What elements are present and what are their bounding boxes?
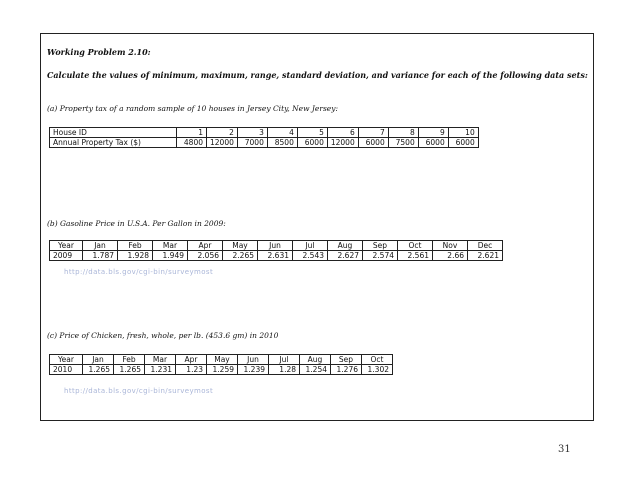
table-cell: Dec — [468, 241, 503, 251]
table-cell: 1.265 — [83, 365, 114, 375]
table-cell: 2.631 — [258, 251, 293, 261]
table-cell: 1.787 — [83, 251, 118, 261]
table-cell: May — [207, 355, 238, 365]
table-cell: May — [223, 241, 258, 251]
table-cell: Aug — [328, 241, 363, 251]
part-b-caption: (b) Gasoline Price in U.S.A. Per Gallon in 2009: — [47, 219, 226, 228]
page-number: 31 — [558, 444, 571, 455]
table-cell: Aug — [300, 355, 331, 365]
table-cell: 2.056 — [188, 251, 223, 261]
table-cell: 10 — [448, 128, 478, 138]
table-cell: 6000 — [418, 138, 448, 148]
table-cell: 1 — [177, 128, 207, 138]
table-cell: 1.23 — [176, 365, 207, 375]
table-row — [50, 251, 503, 261]
table-cell: 9 — [418, 128, 448, 138]
table-cell: 2.543 — [293, 251, 328, 261]
table-cell: 1.28 — [269, 365, 300, 375]
row-label-cell: Year — [50, 241, 83, 251]
table-header-row — [50, 128, 479, 138]
part-a-caption: (a) Property tax of a random sample of 10 houses in Jersey City, New Jersey: — [47, 104, 338, 113]
table-cell: Nov — [433, 241, 468, 251]
table-cell: Jan — [83, 241, 118, 251]
table-cell: 1.265 — [114, 365, 145, 375]
table-cell: Feb — [118, 241, 153, 251]
table-cell: Feb — [114, 355, 145, 365]
table-cell: 2.66 — [433, 251, 468, 261]
table-cell: Oct — [398, 241, 433, 251]
table-cell: 2.574 — [363, 251, 398, 261]
table-cell: Mar — [153, 241, 188, 251]
row-label-cell: Annual Property Tax ($) — [50, 138, 177, 148]
table-cell: 4800 — [177, 138, 207, 148]
table-cell: 12000 — [327, 138, 358, 148]
table-cell: Mar — [145, 355, 176, 365]
table-cell: 1.254 — [300, 365, 331, 375]
table-row — [50, 138, 479, 148]
table-cell: 6000 — [448, 138, 478, 148]
table-cell: 1.239 — [238, 365, 269, 375]
table-cell: 3 — [237, 128, 267, 138]
row-label-cell: Year — [50, 355, 83, 365]
row-label-cell: House ID — [50, 128, 177, 138]
table-cell: Jun — [238, 355, 269, 365]
table-cell: 1.928 — [118, 251, 153, 261]
table-header-row — [50, 355, 393, 365]
table-cell: 5 — [297, 128, 327, 138]
table-cell: 2.621 — [468, 251, 503, 261]
problem-instruction: Calculate the values of minimum, maximum, range, standard deviation, and variance for each of the following data sets: — [47, 70, 588, 80]
part-c-link[interactable]: http://data.bls.gov/cgi-bin/surveymost — [64, 387, 214, 395]
table-cell: Sep — [331, 355, 362, 365]
table-row — [50, 365, 393, 375]
table-cell: 8500 — [267, 138, 297, 148]
table-cell: 1.302 — [362, 365, 393, 375]
table-cell: 6000 — [358, 138, 388, 148]
table-cell: Jun — [258, 241, 293, 251]
table-cell: 1.949 — [153, 251, 188, 261]
table-cell: Jan — [83, 355, 114, 365]
property-tax-table — [49, 127, 479, 148]
table-cell: Apr — [188, 241, 223, 251]
problem-title: Working Problem 2.10: — [47, 47, 151, 57]
table-cell: Sep — [363, 241, 398, 251]
table-cell: 4 — [267, 128, 297, 138]
table-cell: 2.627 — [328, 251, 363, 261]
table-cell: 1.276 — [331, 365, 362, 375]
table-cell: 2.265 — [223, 251, 258, 261]
table-cell: 2 — [207, 128, 238, 138]
table-cell: 7 — [358, 128, 388, 138]
table-cell: 1.259 — [207, 365, 238, 375]
table-header-row — [50, 241, 503, 251]
table-cell: 8 — [388, 128, 418, 138]
table-cell: Jul — [293, 241, 328, 251]
table-cell: 12000 — [207, 138, 238, 148]
chicken-price-table — [49, 354, 393, 375]
table-cell: Oct — [362, 355, 393, 365]
part-b-link[interactable]: http://data.bls.gov/cgi-bin/surveymost — [64, 268, 214, 276]
row-label-cell: 2009 — [50, 251, 83, 261]
table-cell: 6 — [327, 128, 358, 138]
row-label-cell: 2010 — [50, 365, 83, 375]
part-c-caption: (c) Price of Chicken, fresh, whole, per lb. (453.6 gm) in 2010 — [47, 331, 279, 340]
gasoline-price-table — [49, 240, 503, 261]
table-cell: 6000 — [297, 138, 327, 148]
table-cell: 1.231 — [145, 365, 176, 375]
table-cell: 2.561 — [398, 251, 433, 261]
table-cell: Jul — [269, 355, 300, 365]
table-cell: 7000 — [237, 138, 267, 148]
table-cell: Apr — [176, 355, 207, 365]
table-cell: 7500 — [388, 138, 418, 148]
